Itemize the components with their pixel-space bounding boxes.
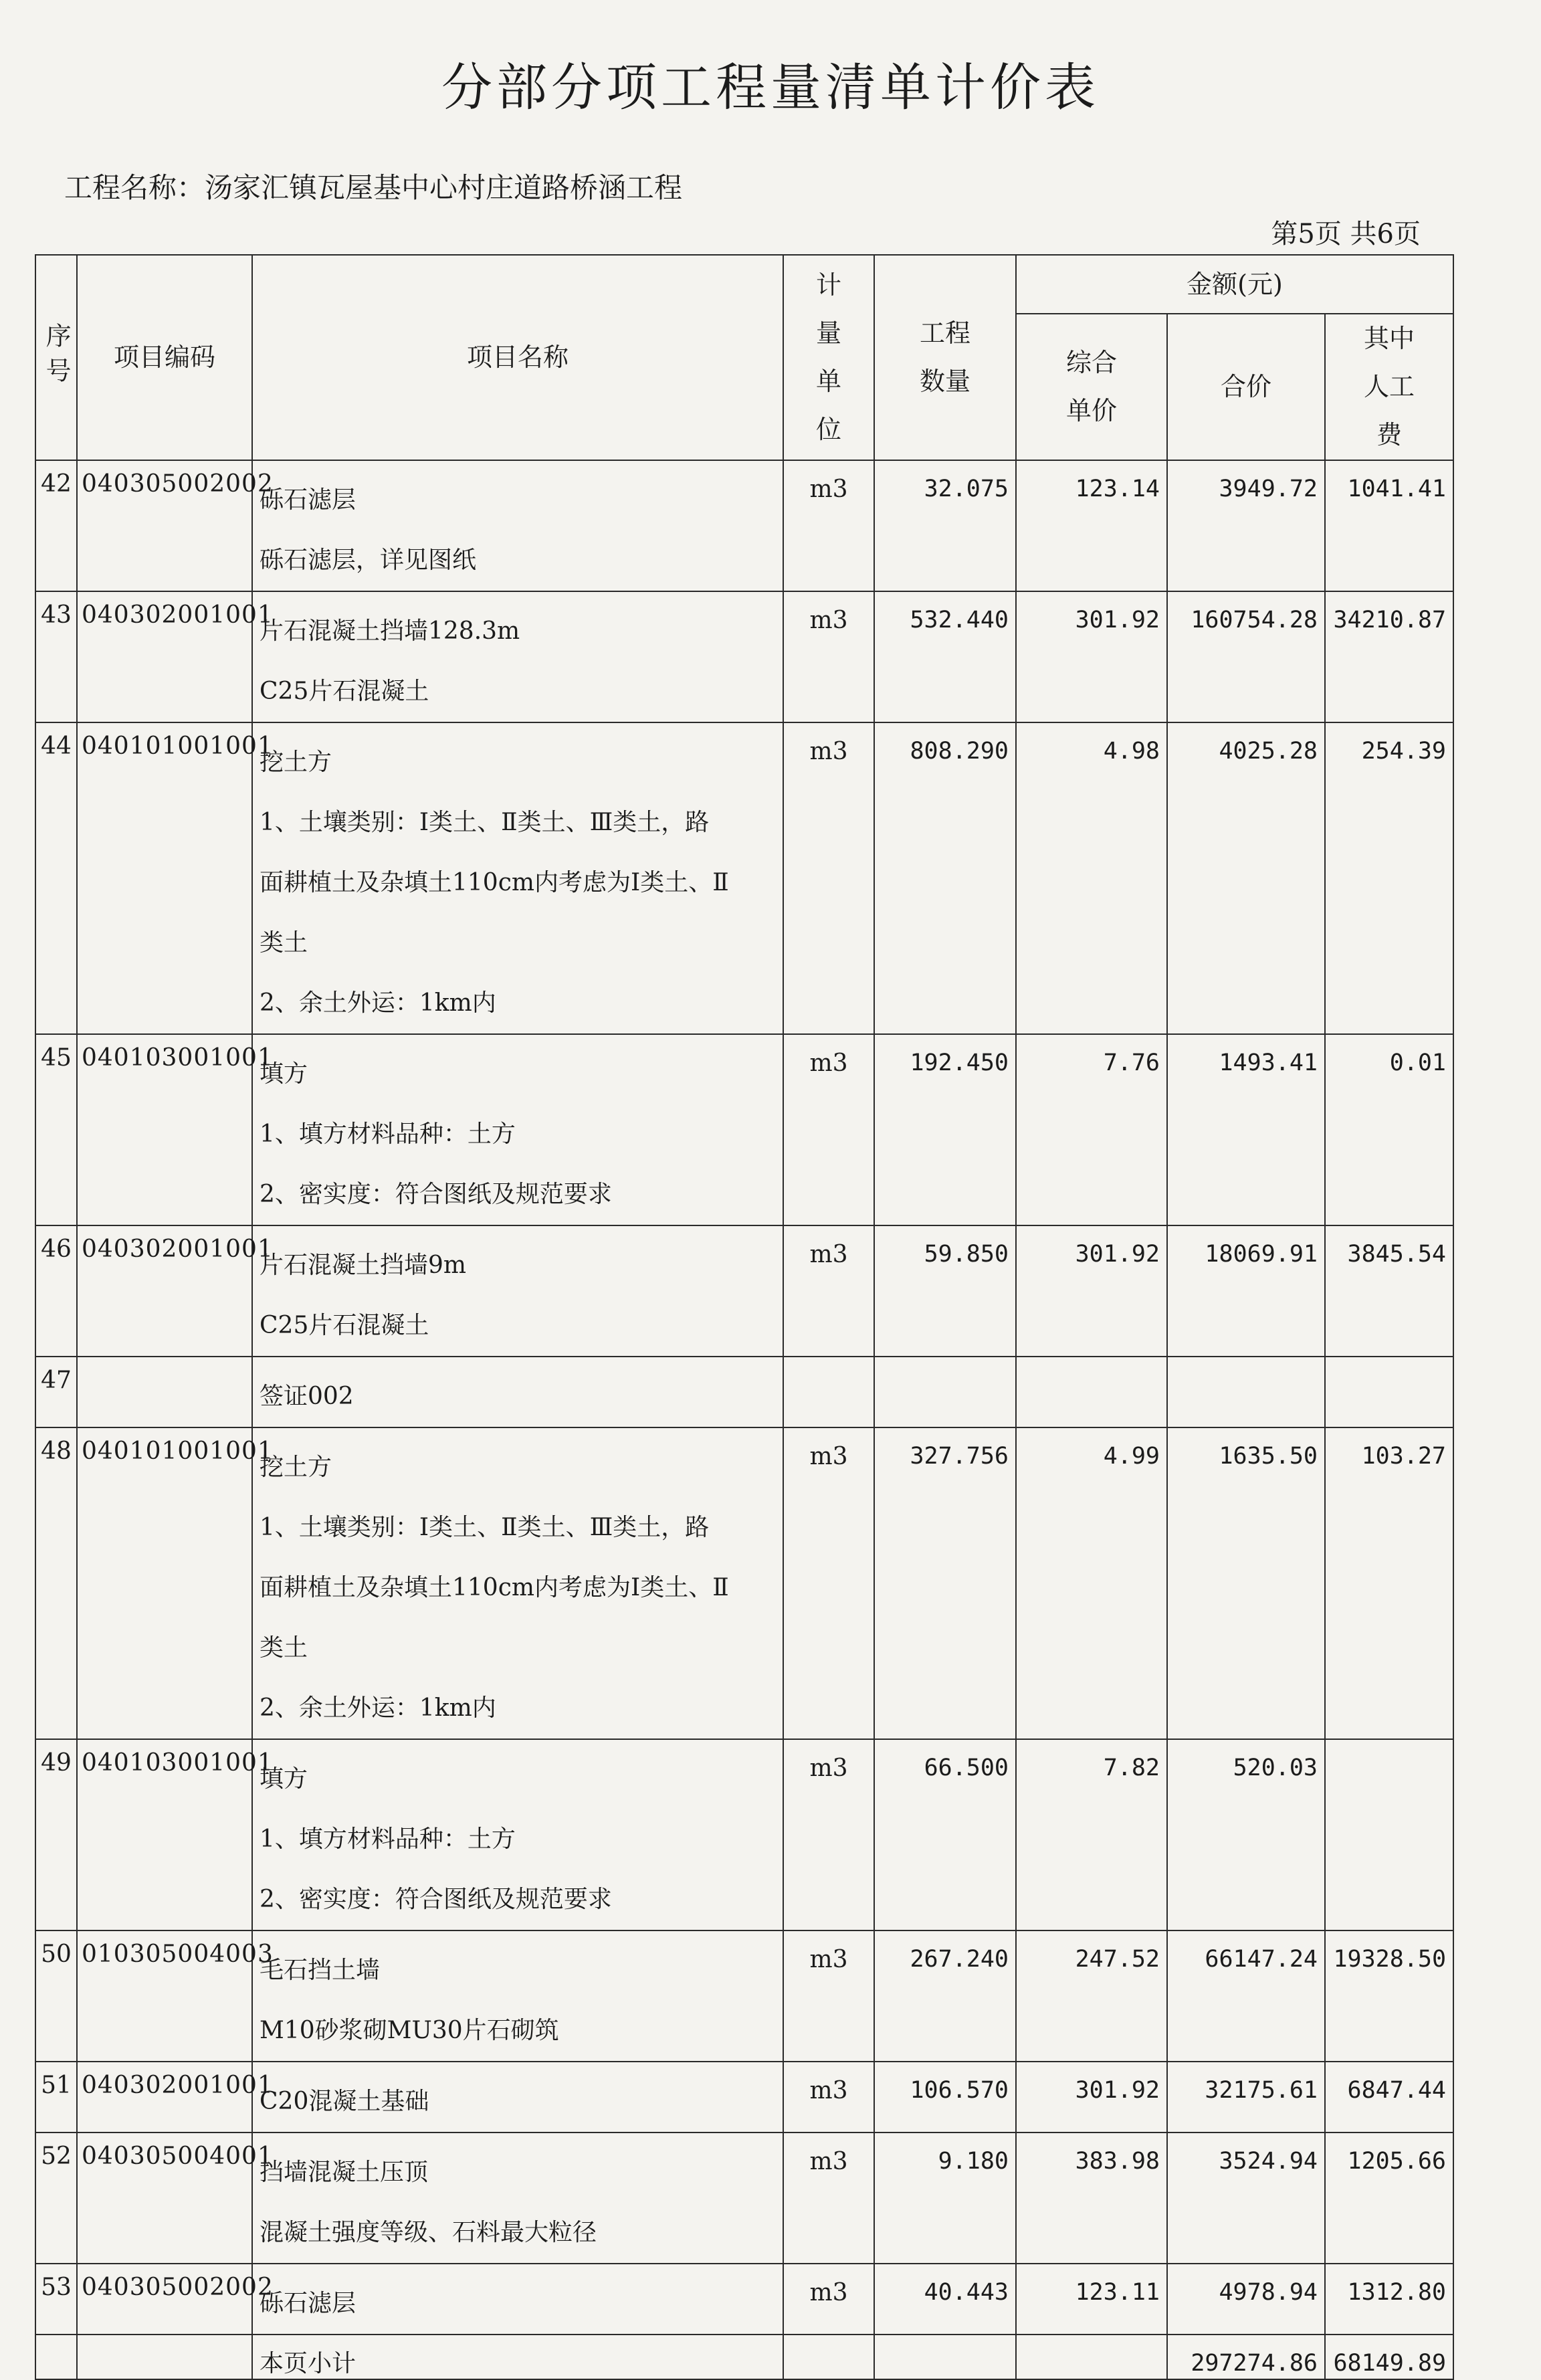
row-labor [1325,1357,1453,1427]
row-qty [874,1357,1016,1427]
row-code: 040302001001 [77,591,252,722]
row-unit: m3 [783,2133,874,2264]
row-seq: 46 [35,1225,77,1357]
row-qty: 106.570 [874,2062,1016,2133]
table-row [35,2133,1453,2264]
row-qty: 532.440 [874,591,1016,722]
row-name [252,1225,783,1357]
row-unit: m3 [783,591,874,722]
row-name [252,2062,783,2133]
row-code: 040302001001 [77,1225,252,1357]
row-total: 32175.61 [1167,2062,1325,2133]
row-labor: 1041.41 [1325,460,1453,591]
subtotal-qty [874,2335,1016,2379]
table-row [35,2264,1453,2335]
row-code: 040305004001 [77,2133,252,2264]
row-name-line: 挖土方 [260,748,332,776]
row-name-line: 挡墙混凝土压顶 [260,2158,429,2186]
row-unit: m3 [783,1427,874,1739]
row-name-line: 片石混凝土挡墙9m [260,1251,467,1279]
row-seq: 45 [35,1034,77,1225]
row-qty: 327.756 [874,1427,1016,1739]
header-qty: 工程数量 [874,255,1016,460]
row-name-line: 2、密实度：符合图纸及规范要求 [260,1885,612,1913]
row-code: 040101001001 [77,1427,252,1739]
row-labor: 0.01 [1325,1034,1453,1225]
row-seq: 43 [35,591,77,722]
row-name-line: 1、填方材料品种：土方 [260,1120,516,1148]
subtotal-labor: 68149.89 [1325,2335,1453,2379]
header-name: 项目名称 [252,255,783,460]
subtotal-row [35,2335,1453,2379]
document-title: 分部分项工程量清单计价表 [441,58,1100,117]
table-row [35,1427,1453,1739]
row-name-line: 2、余土外运：1km内 [260,1694,496,1722]
row-total [1167,1357,1325,1427]
subtotal-unit [783,2335,874,2379]
row-total: 1493.41 [1167,1034,1325,1225]
row-name-line: 签证002 [260,1382,354,1410]
row-labor: 34210.87 [1325,591,1453,722]
table-row [35,1739,1453,1930]
row-total: 4978.94 [1167,2264,1325,2335]
row-code: 040302001001 [77,2062,252,2133]
row-labor [1325,1739,1453,1930]
row-seq: 53 [35,2264,77,2335]
row-total: 66147.24 [1167,1930,1325,2062]
row-total: 520.03 [1167,1739,1325,1930]
row-total: 18069.91 [1167,1225,1325,1357]
row-name-line: 片石混凝土挡墙128.3m [260,617,520,645]
table-row [35,1930,1453,2062]
row-qty: 267.240 [874,1930,1016,2062]
row-name [252,460,783,591]
table-row [35,1357,1453,1427]
row-name-line: 砾石滤层，详见图纸 [260,546,477,574]
row-name [252,2133,783,2264]
header-amount: 金额(元) [1016,255,1453,314]
row-qty: 32.075 [874,460,1016,591]
row-unit: m3 [783,1225,874,1357]
table-row [35,1034,1453,1225]
subtotal-seq [35,2335,77,2379]
row-labor: 1205.66 [1325,2133,1453,2264]
bill-rows [35,460,1453,2379]
row-name [252,2264,783,2335]
row-name-line: 面耕植土及杂填土110cm内考虑为Ⅰ类土、Ⅱ [260,868,729,896]
row-name [252,1739,783,1930]
row-unit-price: 383.98 [1016,2133,1167,2264]
row-total: 160754.28 [1167,591,1325,722]
row-unit-price: 301.92 [1016,1225,1167,1357]
bill-table [35,254,1454,2380]
row-total: 1635.50 [1167,1427,1325,1739]
subtotal-total: 297274.86 [1167,2335,1325,2379]
row-labor: 6847.44 [1325,2062,1453,2133]
header-total: 合价 [1167,314,1325,460]
row-name-line: 混凝土强度等级、石料最大粒径 [260,2218,597,2246]
row-name-line: 1、填方材料品种：土方 [260,1825,516,1853]
row-total: 3524.94 [1167,2133,1325,2264]
row-seq: 49 [35,1739,77,1930]
row-name [252,591,783,722]
subtotal-price [1016,2335,1167,2379]
row-unit: m3 [783,1034,874,1225]
row-name-line: 砾石滤层 [260,2289,356,2317]
row-seq: 51 [35,2062,77,2133]
table-row [35,2062,1453,2133]
row-code: 040305002002 [77,2264,252,2335]
row-unit: m3 [783,1930,874,2062]
row-unit: m3 [783,1739,874,1930]
row-labor: 19328.50 [1325,1930,1453,2062]
row-code: 010305004003 [77,1930,252,2062]
table-row [35,591,1453,722]
row-qty: 40.443 [874,2264,1016,2335]
row-code: 040101001001 [77,722,252,1034]
row-name-line: 1、土壤类别：Ⅰ类土、Ⅱ类土、Ⅲ类土，路 [260,1513,710,1541]
row-seq: 50 [35,1930,77,2062]
row-name [252,1930,783,2062]
row-unit-price: 301.92 [1016,2062,1167,2133]
row-name-line: C25片石混凝土 [260,1311,429,1339]
row-name-line: 2、余土外运：1km内 [260,989,496,1017]
row-unit-price: 301.92 [1016,591,1167,722]
row-name-line: 面耕植土及杂填土110cm内考虑为Ⅰ类土、Ⅱ [260,1573,729,1601]
row-code [77,1357,252,1427]
row-seq: 52 [35,2133,77,2264]
row-name-line: 填方 [260,1060,308,1088]
header-code: 项目编码 [77,255,252,460]
header-unit: 计量单位 [783,255,874,460]
row-unit: m3 [783,460,874,591]
row-name-line: 类土 [260,928,308,957]
row-name [252,722,783,1034]
row-name-line: 毛石挡土墙 [260,1956,381,1984]
row-name-line: 1、土壤类别：Ⅰ类土、Ⅱ类土、Ⅲ类土，路 [260,808,710,836]
row-seq: 44 [35,722,77,1034]
table-row [35,460,1453,591]
row-name-line: C20混凝土基础 [260,2087,429,2115]
header-labor: 其中人工费 [1325,314,1453,460]
row-unit: m3 [783,2264,874,2335]
row-name-line: 2、密实度：符合图纸及规范要求 [260,1180,612,1208]
row-unit-price: 7.76 [1016,1034,1167,1225]
row-name-line: 类土 [260,1633,308,1662]
row-labor: 3845.54 [1325,1225,1453,1357]
row-unit-price: 4.98 [1016,722,1167,1034]
row-labor: 254.39 [1325,722,1453,1034]
row-code: 040305002002 [77,460,252,591]
row-name-line: 挖土方 [260,1453,332,1481]
row-name-line: 填方 [260,1765,308,1793]
row-qty: 66.500 [874,1739,1016,1930]
row-total: 3949.72 [1167,460,1325,591]
row-unit-price: 4.99 [1016,1427,1167,1739]
row-code: 040103001001 [77,1034,252,1225]
header-unit-price: 综合单价 [1016,314,1167,460]
row-unit-price [1016,1357,1167,1427]
row-qty: 59.850 [874,1225,1016,1357]
row-unit [783,1357,874,1427]
row-name [252,1427,783,1739]
row-qty: 808.290 [874,722,1016,1034]
row-qty: 192.450 [874,1034,1016,1225]
subtotal-code [77,2335,252,2379]
header-seq: 序号 [35,255,77,460]
row-seq: 42 [35,460,77,591]
row-labor: 1312.80 [1325,2264,1453,2335]
row-name-line: 砾石滤层 [260,486,356,514]
row-name-line: M10砂浆砌MU30片石砌筑 [260,2016,559,2044]
row-unit-price: 123.11 [1016,2264,1167,2335]
row-seq: 48 [35,1427,77,1739]
row-qty: 9.180 [874,2133,1016,2264]
row-seq: 47 [35,1357,77,1427]
row-name-line: C25片石混凝土 [260,677,429,705]
subtotal-label: 本页小计 [252,2335,783,2379]
row-unit-price: 123.14 [1016,460,1167,591]
project-name: 工程名称：汤家汇镇瓦屋基中心村庄道路桥涵工程 [64,171,683,204]
row-total: 4025.28 [1167,722,1325,1034]
row-unit-price: 7.82 [1016,1739,1167,1930]
row-unit: m3 [783,722,874,1034]
table-row [35,1225,1453,1357]
row-unit: m3 [783,2062,874,2133]
row-labor: 103.27 [1325,1427,1453,1739]
row-unit-price: 247.52 [1016,1930,1167,2062]
row-name [252,1357,783,1427]
page-info: 第5页 共6页 [1271,219,1421,250]
table-row [35,722,1453,1034]
row-code: 040103001001 [77,1739,252,1930]
row-name [252,1034,783,1225]
